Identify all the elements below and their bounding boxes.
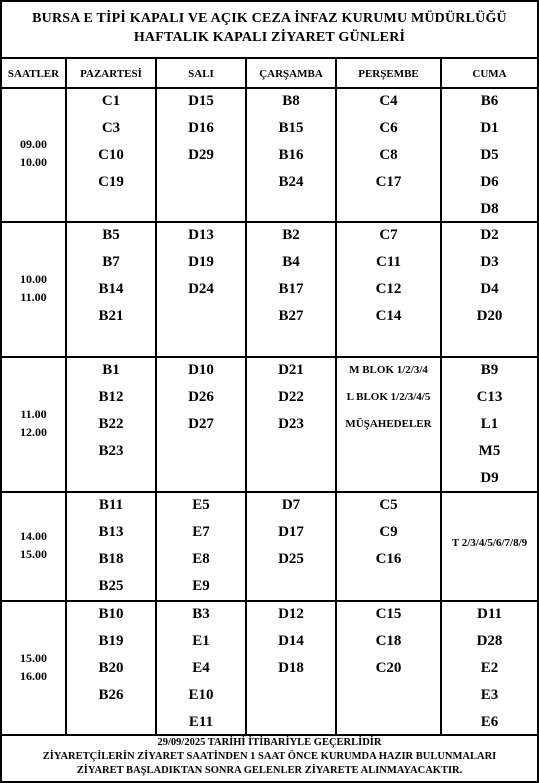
slot-start-time: 15.00 — [20, 650, 47, 665]
ward-code-friday: D1 — [480, 120, 499, 136]
column-header-wednesday: ÇARŞAMBA — [259, 68, 323, 80]
ward-code-thursday: C7 — [379, 227, 398, 243]
ward-code-friday: D6 — [480, 174, 499, 190]
ward-code-wednesday: B8 — [282, 93, 300, 109]
ward-code-thursday: C4 — [379, 93, 398, 109]
ward-code-monday: B20 — [98, 660, 124, 676]
ward-code-monday: B12 — [98, 389, 124, 405]
slot-start-time: 11.00 — [20, 406, 47, 421]
ward-code-friday: D28 — [476, 633, 503, 649]
column-divider — [155, 57, 157, 735]
ward-code-friday: B9 — [480, 362, 499, 378]
table-bottom-divider — [0, 734, 539, 736]
ward-code-tuesday: D16 — [188, 120, 214, 136]
ward-code-tuesday: B3 — [192, 606, 210, 622]
ward-code-wednesday: B24 — [278, 174, 304, 190]
ward-code-tuesday: D26 — [188, 389, 214, 405]
ward-code-thursday: C11 — [375, 254, 401, 270]
frame-left — [0, 0, 2, 783]
ward-code-monday: B10 — [98, 606, 124, 622]
ward-code-friday: D4 — [480, 281, 499, 297]
ward-code-friday: L1 — [480, 416, 499, 432]
ward-code-monday: B1 — [102, 362, 120, 378]
ward-code-tuesday: E1 — [192, 633, 210, 649]
ward-code-wednesday: D12 — [278, 606, 304, 622]
ward-code-monday: C3 — [101, 120, 121, 136]
ward-code-tuesday: E7 — [192, 524, 210, 540]
ward-code-tuesday: D24 — [188, 281, 214, 297]
column-header-friday: CUMA — [472, 68, 507, 80]
column-header-divider — [0, 87, 539, 89]
slot-end-time: 10.00 — [20, 155, 47, 169]
ward-code-tuesday: E11 — [188, 714, 214, 730]
column-divider — [440, 57, 442, 735]
ward-code-monday: C10 — [98, 147, 124, 163]
ward-code-friday: D11 — [476, 606, 502, 622]
ward-code-thursday: M BLOK 1/2/3/4 — [349, 364, 428, 376]
ward-code-friday: D8 — [480, 201, 499, 217]
ward-code-thursday: C17 — [375, 174, 402, 190]
ward-code-tuesday: D13 — [188, 227, 214, 243]
ward-code-tuesday: D15 — [188, 93, 214, 109]
ward-code-wednesday: D22 — [278, 389, 304, 405]
ward-code-tuesday: E9 — [192, 578, 210, 594]
ward-code-monday: C19 — [98, 174, 124, 190]
slot-end-time: 15.00 — [20, 546, 47, 561]
ward-code-tuesday: E8 — [192, 551, 210, 567]
arrival-notice: ZİYARETÇİLERİN ZİYARET SAATİNDEN 1 SAAT ÖNCE KURUMDA HAZIR BULUNMALARI — [42, 751, 497, 762]
header-divider — [0, 57, 539, 59]
ward-code-wednesday: B4 — [282, 254, 300, 270]
slot-divider — [0, 491, 539, 493]
ward-code-monday: B23 — [98, 443, 124, 459]
ward-code-friday: E3 — [480, 687, 499, 703]
ward-code-thursday: MÜŞAHEDELER — [345, 418, 432, 430]
ward-code-friday: D2 — [480, 227, 499, 243]
column-header-monday: PAZARTESİ — [80, 68, 142, 80]
ward-code-monday: B21 — [98, 308, 124, 324]
ward-code-monday: B5 — [102, 227, 120, 243]
ward-code-monday: B7 — [102, 254, 120, 270]
slot-end-time: 16.00 — [20, 668, 47, 683]
ward-code-wednesday: D7 — [281, 497, 301, 513]
ward-code-friday: C13 — [476, 389, 503, 405]
ward-code-monday: B26 — [98, 687, 124, 703]
ward-code-monday: B14 — [98, 281, 124, 297]
ward-code-wednesday: D18 — [278, 660, 304, 676]
ward-code-monday: B18 — [98, 551, 124, 567]
ward-code-wednesday: B15 — [278, 120, 304, 136]
frame-top — [0, 0, 539, 2]
page-subtitle: HAFTALIK KAPALI ZİYARET GÜNLERİ — [133, 30, 406, 45]
slot-divider — [0, 221, 539, 223]
ward-code-tuesday: D29 — [188, 147, 214, 163]
page-title: BURSA E TİPİ KAPALI VE AÇIK CEZA İNFAZ KURUMU MÜDÜRLÜĞÜ — [32, 11, 507, 26]
ward-code-wednesday: D23 — [278, 416, 304, 432]
ward-code-friday: E2 — [480, 660, 499, 676]
ward-code-thursday: C5 — [379, 497, 398, 513]
ward-code-monday: B22 — [98, 416, 124, 432]
ward-code-tuesday: E5 — [192, 497, 210, 513]
ward-code-thursday: C9 — [379, 524, 398, 540]
ward-code-thursday: C14 — [375, 308, 402, 324]
ward-code-monday: B13 — [98, 524, 124, 540]
ward-code-friday: D3 — [480, 254, 499, 270]
ward-code-wednesday: D21 — [278, 362, 304, 378]
column-header-tuesday: SALI — [188, 68, 214, 80]
ward-code-tuesday: D27 — [188, 416, 214, 432]
ward-code-tuesday: D19 — [188, 254, 214, 270]
ward-code-friday: M5 — [478, 443, 501, 459]
slot-divider — [0, 600, 539, 602]
slot-start-time: 09.00 — [20, 137, 47, 151]
slot-end-time: 11.00 — [20, 289, 47, 304]
ward-code-wednesday: B2 — [282, 227, 300, 243]
ward-code-friday: D20 — [476, 308, 503, 324]
slot-start-time: 14.00 — [20, 528, 47, 543]
ward-code-monday: B11 — [98, 497, 124, 513]
ward-code-friday: T 2/3/4/5/6/7/8/9 — [451, 536, 528, 549]
ward-code-monday: B19 — [98, 633, 124, 649]
ward-code-friday: D9 — [480, 470, 499, 486]
column-divider — [335, 57, 337, 735]
column-divider — [65, 57, 67, 735]
ward-code-thursday: L BLOK 1/2/3/4/5 — [346, 391, 431, 403]
ward-code-wednesday: D17 — [278, 524, 304, 540]
ward-code-thursday: C15 — [375, 606, 402, 622]
ward-code-monday: C1 — [101, 93, 121, 109]
ward-code-friday: B6 — [480, 93, 499, 109]
ward-code-thursday: C16 — [375, 551, 402, 567]
validity-date-note: 29/09/2025 TARİHİ İTİBARİYLE GEÇERLİDİR — [157, 737, 382, 748]
ward-code-friday: D5 — [480, 147, 499, 163]
ward-code-wednesday: B27 — [278, 308, 304, 324]
ward-code-tuesday: E10 — [188, 687, 214, 703]
ward-code-monday: B25 — [98, 578, 124, 594]
ward-code-wednesday: B17 — [278, 281, 304, 297]
ward-code-thursday: C6 — [379, 120, 398, 136]
ward-code-thursday: C12 — [375, 281, 402, 297]
ward-code-tuesday: D10 — [188, 362, 214, 378]
ward-code-wednesday: B16 — [278, 147, 304, 163]
column-header-thursday: PERŞEMBE — [358, 68, 419, 80]
ward-code-wednesday: D25 — [278, 551, 304, 567]
ward-code-thursday: C20 — [375, 660, 402, 676]
slot-end-time: 12.00 — [20, 424, 47, 439]
ward-code-thursday: C18 — [375, 633, 402, 649]
column-divider — [245, 57, 247, 735]
late-arrival-notice: ZİYARET BAŞLADIKTAN SONRA GELENLER ZİYARETE ALINMAYACAKTIR. — [76, 765, 463, 776]
slot-start-time: 10.00 — [20, 271, 47, 286]
slot-divider — [0, 356, 539, 358]
ward-code-tuesday: E4 — [192, 660, 210, 676]
ward-code-friday: E6 — [480, 714, 499, 730]
column-header-times: SAATLER — [7, 68, 60, 80]
ward-code-thursday: C8 — [379, 147, 398, 163]
ward-code-wednesday: D14 — [278, 633, 304, 649]
